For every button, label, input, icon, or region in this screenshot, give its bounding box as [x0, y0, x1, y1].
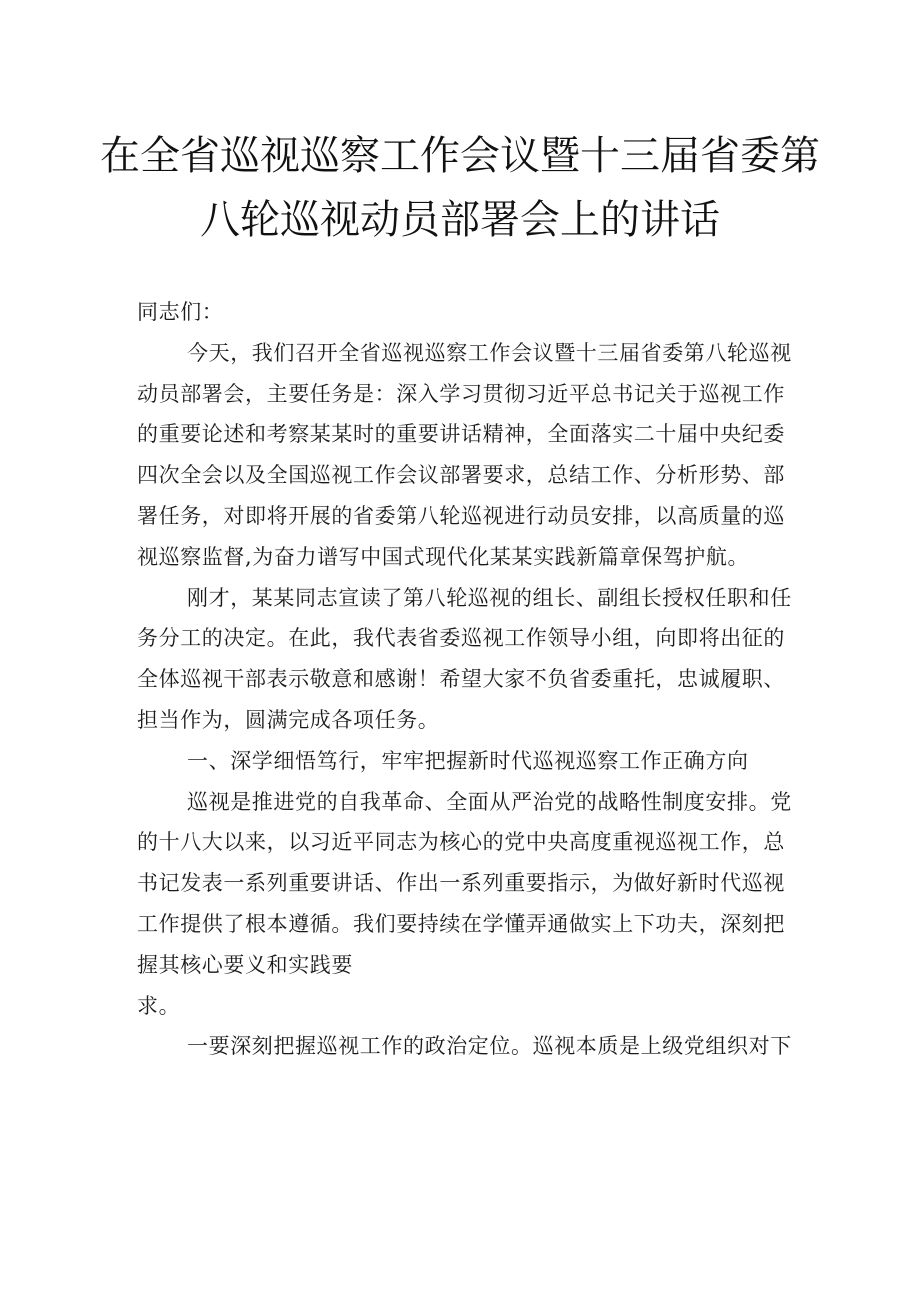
text-line: 担当作为，圆满完成各项任务。: [137, 707, 440, 732]
title-line-2: 八轮巡视动员部署会上的讲话: [200, 197, 720, 243]
text-line: 握其核心要义和实践要: [137, 952, 353, 977]
text-line: 署任务，对即将开展的省委第八轮巡视进行动员安排，以高质量的巡: [137, 503, 785, 528]
text-line: 四次全会以及全国巡视工作会议部署要求，总结工作、分析形势、部: [137, 463, 785, 488]
text-line: 务分工的决定。在此，我代表省委巡视工作领导小组，向即将出征的: [137, 626, 785, 651]
text-line: 的重要论述和考察某某时的重要讲话精神，全面落实二十届中央纪委: [137, 422, 785, 447]
text-line: 的十八大以来，以习近平同志为核心的党中央高度重视巡视工作，总: [137, 830, 785, 855]
title-line-1: 在全省巡视巡察工作会议暨十三届省委第: [100, 133, 820, 179]
document-body: [137, 292, 793, 1067]
paragraph-point-1: [137, 1026, 793, 1067]
text-line: 求。: [137, 993, 181, 1018]
text-line: 巡视是推进党的自我革命、全面从严治党的战略性制度安排。党: [187, 789, 792, 814]
text-line: 视巡察监督,为奋力谱写中国式现代化某某实践新篇章保驾护航。: [137, 544, 750, 569]
salutation: 同志们：: [137, 300, 224, 324]
paragraph-announcement: [137, 578, 793, 741]
section-heading-1: 一、深学细悟笃行，牢牢把握新时代巡视巡察工作正确方向: [187, 748, 749, 773]
text-line: 书记发表一系列重要讲话、作出一系列重要指示，为做好新时代巡视: [137, 871, 785, 896]
text-line: 刚才，某某同志宣读了第八轮巡视的组长、副组长授权任职和任: [187, 585, 792, 610]
text-line: 今天，我们召开全省巡视巡察工作会议暨十三届省委第八轮巡视: [187, 340, 792, 365]
text-line: 工作提供了根本遵循。我们要持续在学懂弄通做实上下功夫，深刻把: [137, 911, 785, 936]
text-line: 动员部署会，主要任务是：深入学习贯彻习近平总书记关于巡视工作: [137, 381, 785, 406]
paragraph-section-1: [137, 782, 793, 1027]
text-line: 一要深刻把握巡视工作的政治定位。巡视本质是上级党组织对下: [187, 1034, 792, 1059]
paragraph-opening: [137, 333, 793, 578]
text-line: 全体巡视干部表示敬意和感谢！希望大家不负省委重托，忠诚履职、: [137, 667, 785, 692]
document-title: [0, 124, 920, 252]
